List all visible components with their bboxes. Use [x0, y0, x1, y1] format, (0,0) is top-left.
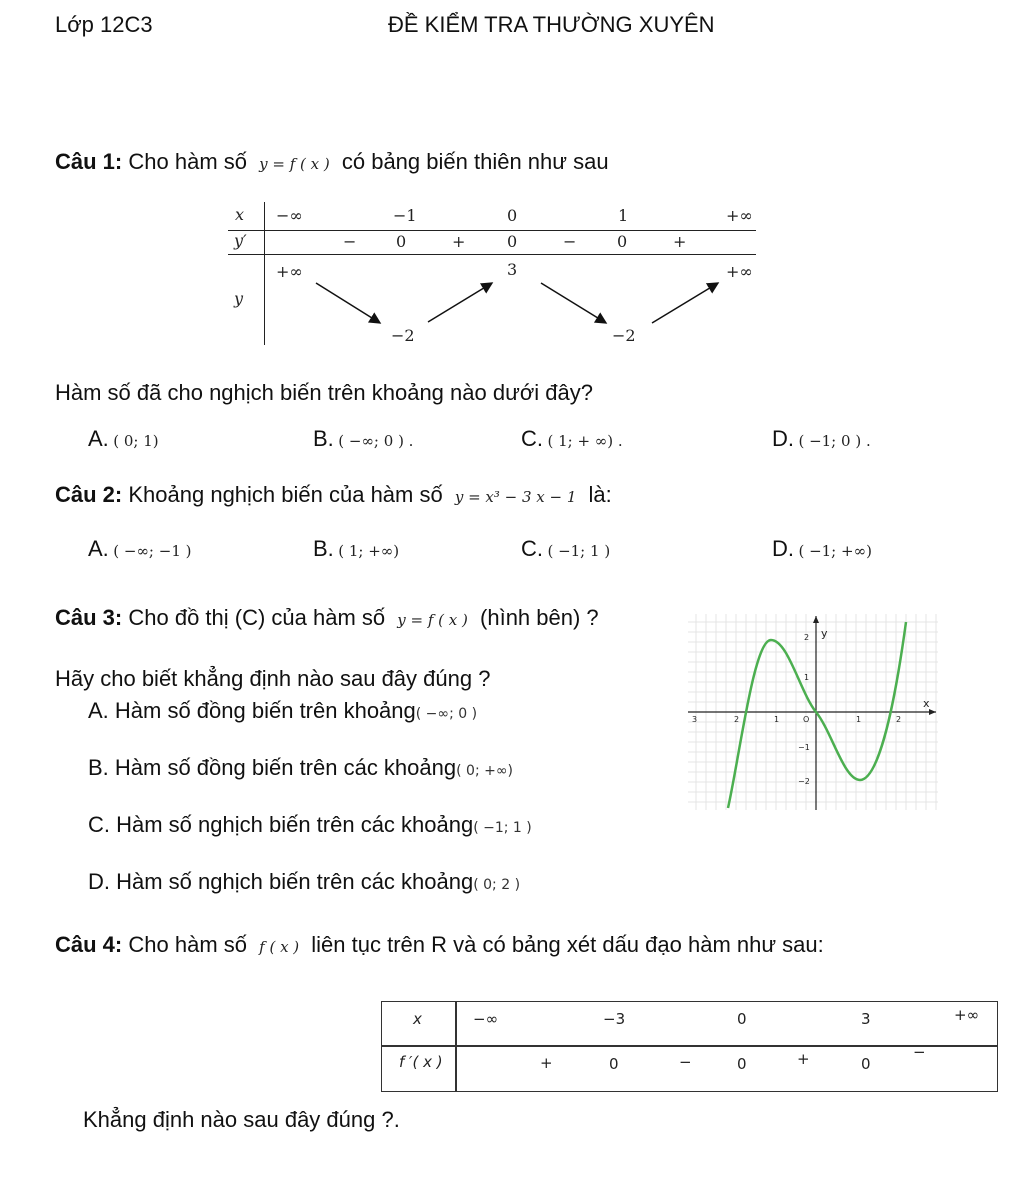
question-1-text-a: Cho hàm số: [128, 149, 247, 174]
question-1-text-b: có bảng biến thiên như sau: [341, 149, 609, 174]
question-2-formula: y = x³ − 3 x − 1: [454, 488, 577, 506]
question-4-intro: [55, 932, 824, 958]
question-3-formula: y = f ( x ): [397, 611, 468, 629]
y-tick-label: −1: [798, 743, 810, 752]
table-sign: +: [452, 232, 466, 251]
origin-label: O: [803, 715, 810, 724]
question-3-intro: [55, 605, 599, 631]
table-y-value: +∞: [276, 262, 303, 281]
sign-table-x-value: 3: [861, 1010, 871, 1028]
class-label: Lớp 12C3: [55, 12, 153, 37]
q2-option-b[interactable]: B. ( 1; +∞): [313, 536, 400, 561]
sign-table-x-value: 0: [737, 1010, 747, 1028]
x-tick-label: 1: [774, 715, 780, 724]
table-sign: 0: [507, 232, 518, 251]
arrow-down-1: [316, 283, 380, 323]
x-tick-label: 2: [896, 715, 902, 724]
exam-title: ĐỀ KIỂM TRA THƯỜNG XUYÊN: [388, 12, 715, 37]
function-curve: [728, 622, 906, 808]
q3-option-d[interactable]: D. Hàm số nghịch biến trên các khoảng( 0; 2 ): [88, 869, 521, 894]
table-yprime-label: y′: [234, 231, 247, 250]
sign-table-x-value: +∞: [954, 1006, 980, 1024]
x-tick-label: 1: [856, 715, 862, 724]
sign-table-sign: +: [797, 1050, 810, 1068]
q3-option-a[interactable]: A. Hàm số đồng biến trên khoảng( −∞; 0 ): [88, 698, 478, 723]
arrow-up-2: [652, 283, 718, 323]
question-2-intro: [55, 482, 612, 508]
question-2-text-a: Khoảng nghịch biến của hàm số: [128, 482, 443, 507]
q1-option-d[interactable]: D. ( −1; 0 ) .: [772, 426, 871, 451]
q1-option-c[interactable]: C. ( 1; + ∞) .: [521, 426, 623, 451]
table-y-value: −2: [391, 326, 415, 345]
sign-table-sign: 0: [609, 1055, 619, 1073]
q3-option-b[interactable]: B. Hàm số đồng biến trên các khoảng( 0; +∞): [88, 755, 513, 780]
sign-table-sign: 0: [737, 1055, 747, 1073]
table-y-label: y: [234, 289, 244, 308]
sign-table-sign: 0: [861, 1055, 871, 1073]
table-x-value: 1: [618, 206, 629, 225]
table-x-value: −1: [393, 206, 417, 225]
q2-option-c[interactable]: C. ( −1; 1 ): [521, 536, 611, 561]
question-4-prompt: Khẳng định nào sau đây đúng ?.: [83, 1107, 400, 1132]
x-tick-label: 3: [692, 715, 698, 724]
question-4-text-a: Cho hàm số: [128, 932, 247, 957]
table-x-value: −∞: [276, 206, 303, 225]
q1-option-a[interactable]: A. ( 0; 1): [88, 426, 159, 451]
function-graph: [688, 614, 940, 814]
q1-option-b[interactable]: B. ( −∞; 0 ) .: [313, 426, 414, 451]
table-sign: 0: [617, 232, 628, 251]
table-y-value: −2: [612, 326, 636, 345]
arrow-down-2: [541, 283, 606, 323]
q2-option-d[interactable]: D. ( −1; +∞): [772, 536, 872, 561]
q3-option-c[interactable]: C. Hàm số nghịch biến trên các khoảng( −1; 1 ): [88, 812, 532, 837]
question-2-label: Câu 2:: [55, 482, 123, 507]
table-sign: −: [343, 232, 357, 251]
question-1-formula: y = f ( x ): [259, 155, 330, 173]
y-tick-label: −2: [798, 777, 810, 786]
question-3-prompt: Hãy cho biết khẳng định nào sau đây đúng ?: [55, 666, 491, 691]
sign-table-fprime-label: f ′( x ): [399, 1053, 443, 1071]
question-3-label: Câu 3:: [55, 605, 123, 630]
table-y-value: +∞: [726, 262, 753, 281]
table-sign: −: [563, 232, 577, 251]
question-4-formula: f ( x ): [259, 938, 300, 956]
y-axis-label: y: [821, 627, 828, 640]
question-1-label: Câu 1:: [55, 149, 123, 174]
arrow-up-1: [428, 283, 492, 322]
sign-table-sign: +: [540, 1054, 553, 1072]
question-4-label: Câu 4:: [55, 932, 123, 957]
variation-arrows: [0, 0, 1024, 360]
question-4-text-b: liên tục trên R và có bảng xét dấu đạo hàm như sau:: [311, 932, 824, 957]
table-x-value: +∞: [726, 206, 753, 225]
table-sign: +: [673, 232, 687, 251]
question-3-text-b: (hình bên) ?: [480, 605, 599, 630]
sign-table-x-label: x: [413, 1010, 422, 1028]
table-sign: 0: [396, 232, 407, 251]
y-tick-label: 1: [804, 673, 810, 682]
question-2-text-b: là:: [588, 482, 612, 507]
table-x-label: x: [235, 205, 245, 224]
table-y-value: 3: [507, 260, 518, 279]
y-tick-label: 2: [804, 633, 810, 642]
sign-table-sign: −: [913, 1043, 926, 1061]
x-axis-label: x: [923, 697, 930, 710]
table-x-value: 0: [507, 206, 518, 225]
q2-option-a[interactable]: A. ( −∞; −1 ): [88, 536, 192, 561]
question-1-prompt: Hàm số đã cho nghịch biến trên khoảng nào dưới đây?: [55, 380, 593, 405]
sign-table-x-value: −3: [603, 1010, 626, 1028]
sign-table-x-value: −∞: [473, 1010, 499, 1028]
question-3-text-a: Cho đồ thị (C) của hàm số: [128, 605, 386, 630]
x-tick-label: 2: [734, 715, 740, 724]
sign-table-sign: −: [679, 1053, 692, 1071]
